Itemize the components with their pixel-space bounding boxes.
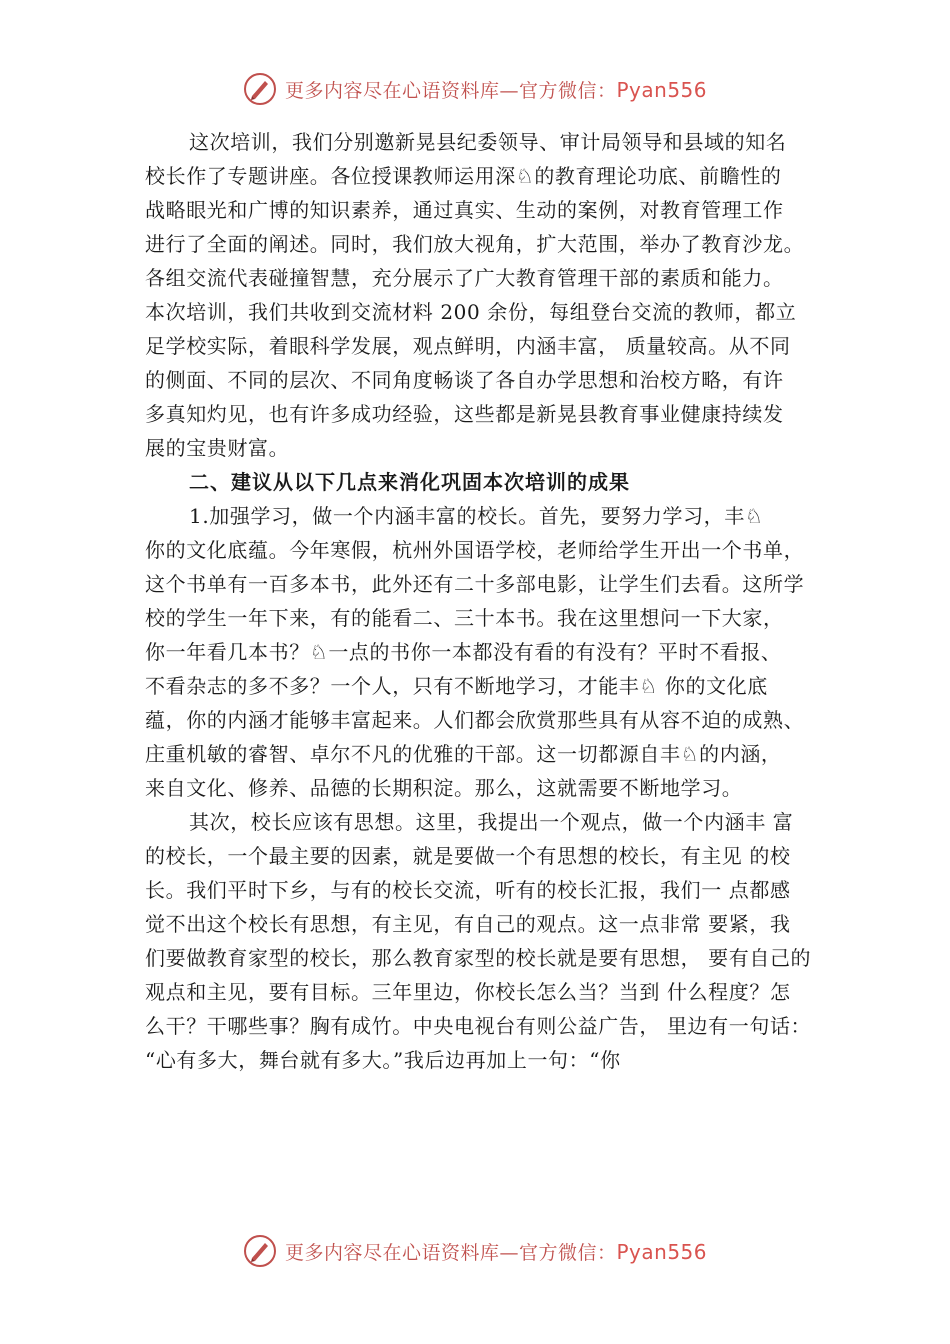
text-line: 你的文化底蕴。今年寒假，杭州外国语学校，老师给学生开出一个书单，	[145, 538, 805, 562]
banner-text: 更多内容尽在心语资料库—官方微信：Pyan556	[284, 1239, 708, 1264]
text-line: 这次培训，我们分别邀新晃县纪委领导、审计局领导和县域的知名	[189, 130, 787, 154]
document-body	[145, 125, 835, 1077]
wechat-id: Pyan556	[616, 77, 708, 102]
text-line: 们要做教育家型的校长，那么教育家型的校长就是要有思想， 要有自己的	[145, 946, 812, 970]
pen-logo-icon	[243, 1234, 277, 1268]
text-line: 足学校实际，着眼科学发展，观点鲜明，内涵丰富， 质量较高。从不同	[145, 334, 791, 358]
text-line: 庄重机敏的睿智、卓尔不凡的优雅的干部。这一切都源自丰♘的内涵，	[145, 742, 782, 766]
text-line: 各组交流代表碰撞智慧，充分展示了广大教育管理干部的素质和能力。	[145, 266, 784, 290]
text-line: 校的学生一年下来，有的能看二、三十本书。我在这里想问一下大家，	[145, 606, 784, 630]
text-line: 1.加强学习，做一个内涵丰富的校长。首先，要努力学习，丰♘	[189, 504, 764, 528]
text-line: 来自文化、修养、品德的长期积淀。那么，这就需要不断地学习。	[145, 776, 743, 800]
footer-banner	[0, 1234, 950, 1268]
text-line: 的侧面、不同的层次、不同角度畅谈了各自办学思想和治校方略，有许	[145, 368, 784, 392]
text-line: 战略眼光和广博的知识素养，通过真实、生动的案例，对教育管理工作	[145, 198, 784, 222]
text-line: 校长作了专题讲座。各位授课教师运用深♘的教育理论功底、前瞻性的	[145, 164, 782, 188]
text-line: 蕴，你的内涵才能够丰富起来。人们都会欣赏那些具有从容不迫的成熟、	[145, 708, 805, 732]
text-line: 你一年看几本书？♘一点的书你一本都没有看的有没有？平时不看报、	[145, 640, 782, 664]
section-heading: 二、建议从以下几点来消化巩固本次培训的成果	[189, 470, 630, 494]
text-line: 这个书单有一百多本书，此外还有二十多部电影，让学生们去看。这所学	[145, 572, 805, 596]
text-line: 其次，校长应该有思想。这里，我提出一个观点，做一个内涵丰 富	[189, 810, 794, 834]
wechat-id: Pyan556	[616, 1239, 708, 1264]
text-line: 展的宝贵财富。	[145, 436, 290, 460]
text-line: 观点和主见，要有目标。三年里边，你校长怎么当？当到 什么程度？怎	[145, 980, 791, 1004]
text-line: 觉不出这个校长有思想，有主见，有自己的观点。这一点非常 要紧，我	[145, 912, 791, 936]
text-line: 的校长，一个最主要的因素，就是要做一个有思想的校长，有主见 的校	[145, 844, 791, 868]
text-line: “心有多大，舞台就有多大。”我后边再加上一句：“你	[145, 1048, 621, 1072]
text-line: 进行了全面的阐述。同时，我们放大视角，扩大范围，举办了教育沙龙。	[145, 232, 805, 256]
text-line: 不看杂志的多不多？一个人，只有不断地学习，才能丰♘ 你的文化底	[145, 674, 768, 698]
pen-logo-icon	[243, 72, 277, 106]
text-line: 长。我们平时下乡，与有的校长交流，听有的校长汇报，我们一 点都感	[145, 878, 791, 902]
header-banner	[0, 72, 950, 106]
text-line: 么干？干哪些事？胸有成竹。中央电视台有则公益广告， 里边有一句话：	[145, 1014, 812, 1038]
text-line: 多真知灼见，也有许多成功经验，这些都是新晃县教育事业健康持续发	[145, 402, 784, 426]
banner-text: 更多内容尽在心语资料库—官方微信：Pyan556	[284, 77, 708, 102]
text-line: 本次培训，我们共收到交流材料 200 余份，每组登台交流的教师，都立	[145, 300, 797, 324]
